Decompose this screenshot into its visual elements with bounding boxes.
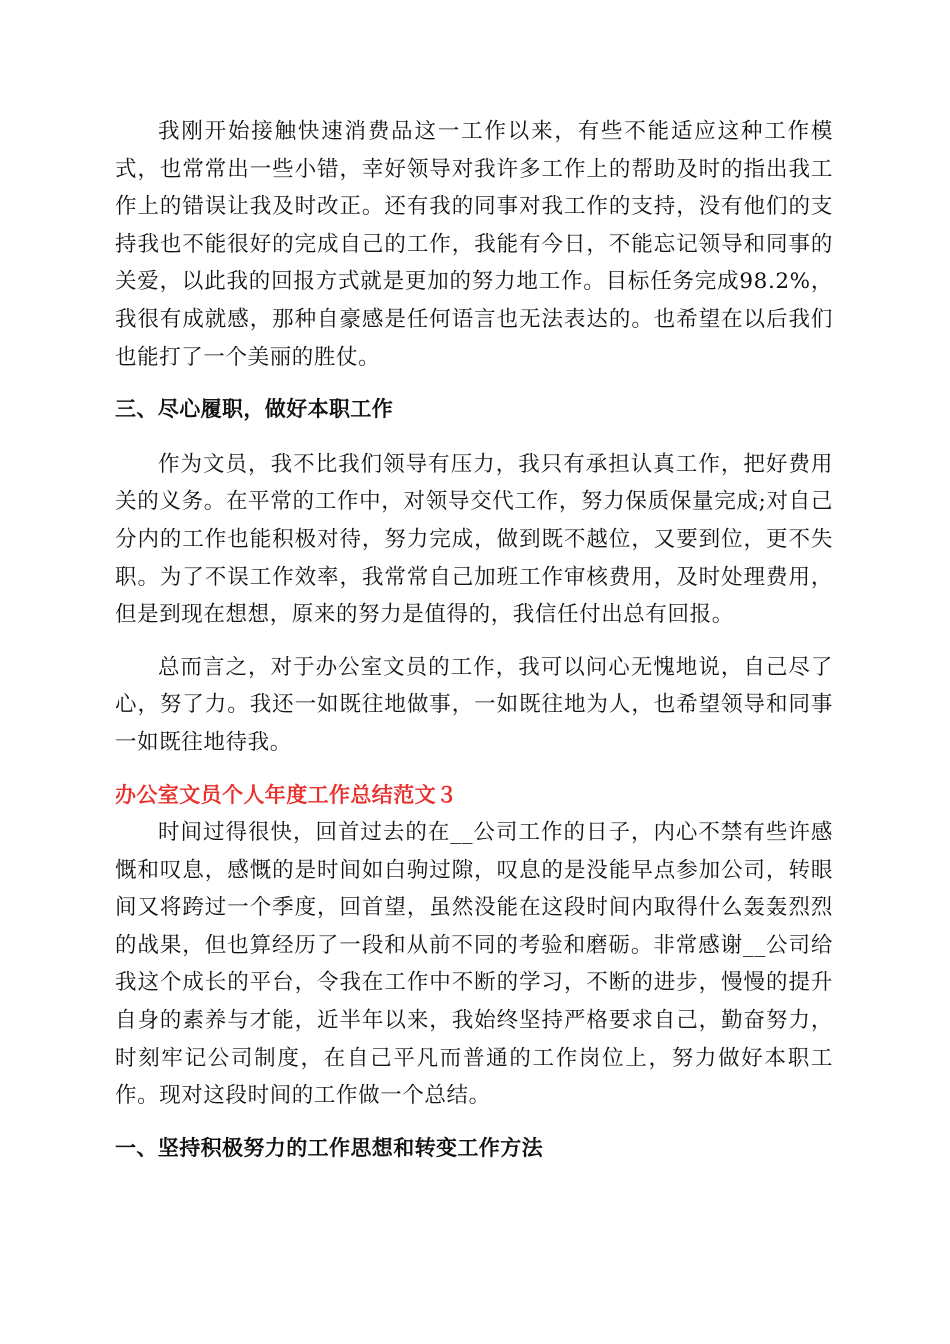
document-title-sample-3: 办公室文员个人年度工作总结范文３ [115, 782, 458, 807]
section-heading-work-method: 一、坚持积极努力的工作思想和转变工作方法 [115, 1135, 543, 1160]
section-heading-duty: 三、尽心履职，做好本职工作 [115, 397, 394, 422]
paragraph-summary: 总而言之，对于办公室文员的工作，我可以问心无愧地说，自己尽了心，努了力。我还一如既往地做事，一如既往地为人，也希望领导和同事一如既往地待我。 [115, 654, 833, 755]
paragraph-fmcg-work: 我刚开始接触快速消费品这一工作以来，有些不能适应这种工作模式，也常常出一些小错，幸好领导对我许多工作上的帮助及时的指出我工作上的错误让我及时改正。还有我的同事对我工作的支持，没有他们的支持我也不能很好的完成自己的工作，我能有今日，不能忘记领导和同事的关爱，以此我的回报方式就是更加的努力地工作。目标任务完成98.2%，我很有成就感，那种自豪感是任何语言也无法表达的。也希望在以后我们也能打了一个美丽的胜仗。 [115, 119, 833, 370]
paragraph-time-review: 时间过得很快，回首过去的在__公司工作的日子，内心不禁有些许感慨和叹息，感慨的是时间如白驹过隙，叹息的是没能早点参加公司，转眼间又将跨过一个季度，回首望，虽然没能在这段时间内取得什么轰轰烈烈的战果，但也算经历了一段和从前不同的考验和磨砺。非常感谢__公司给我这个成长的平台，令我在工作中不断的学习，不断的进步，慢慢的提升自身的素养与才能，近半年以来，我始终坚持严格要求自己，勤奋努力，时刻牢记公司制度，在自己平凡而普通的工作岗位上，努力做好本职工作。现对这段时间的工作做一个总结。 [115, 820, 833, 1109]
paragraph-clerk-duty: 作为文员，我不比我们领导有压力，我只有承担认真工作，把好费用关的义务。在平常的工作中，对领导交代工作，努力保质保量完成;对自己分内的工作也能积极对待，努力完成，做到既不越位，又要到位，更不失职。为了不误工作效率，我常常自己加班工作审核费用，及时处理费用，但是到现在想想，原来的努力是值得的，我信任付出总有回报。 [115, 451, 833, 628]
document-page [115, 113, 833, 1167]
